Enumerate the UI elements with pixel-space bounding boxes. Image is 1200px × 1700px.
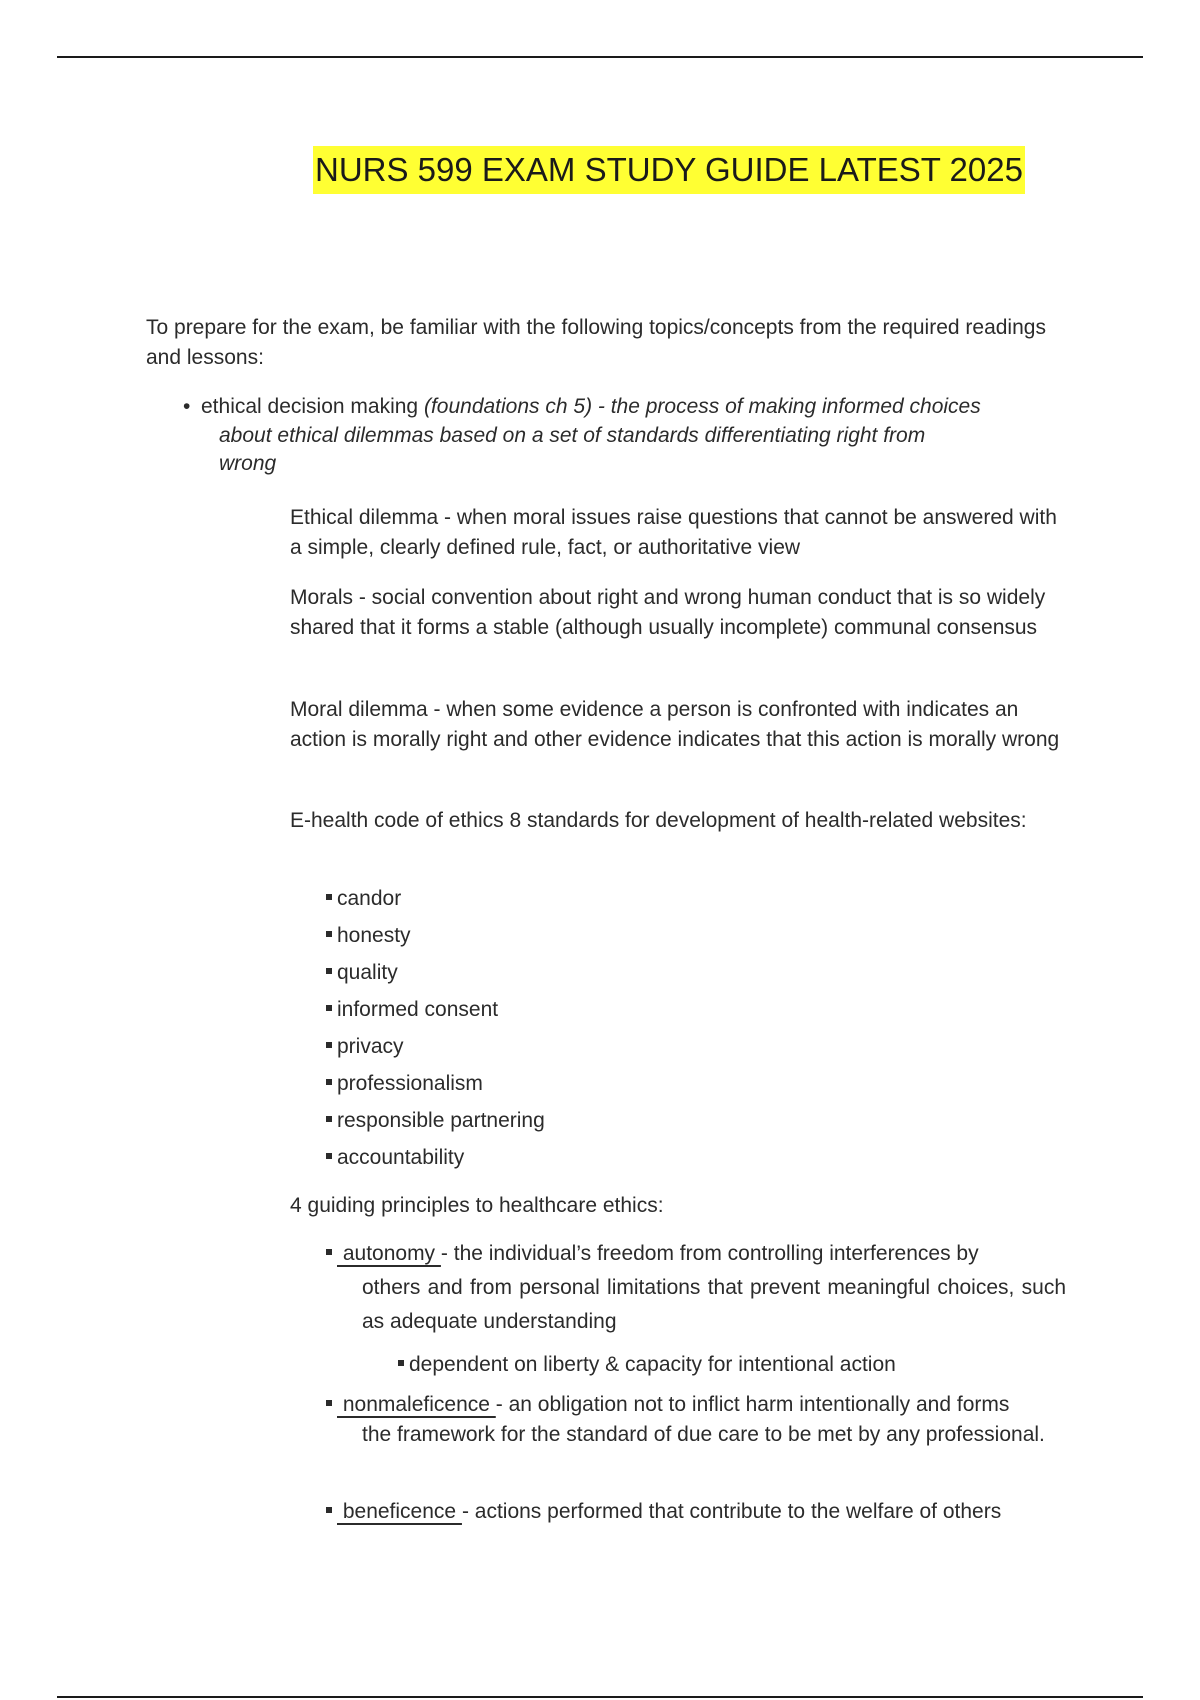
square-bullet-icon bbox=[326, 1005, 332, 1011]
list-item: responsible partnering bbox=[326, 1102, 545, 1139]
square-bullet-icon bbox=[326, 931, 332, 937]
list-item: informed consent bbox=[326, 991, 545, 1028]
term-beneficence: beneficence bbox=[337, 1500, 462, 1523]
ehealth-standards-list bbox=[326, 880, 545, 1176]
term-autonomy: autonomy bbox=[337, 1242, 441, 1265]
principle-autonomy: autonomy - the individual’s freedom from controlling interferences by others and from personal limitations that prevent meaningful choices, such as adequate understanding dependent on liberty & capacity for intentional action bbox=[326, 1237, 1066, 1379]
term-nonmaleficence: nonmaleficence bbox=[337, 1393, 496, 1416]
topic-description-1: (foundations ch 5) - the process of making informed choices bbox=[423, 395, 981, 418]
square-bullet-icon bbox=[326, 1249, 332, 1255]
bullet-dot: • bbox=[183, 395, 191, 418]
topic-ethical-decision-making bbox=[183, 393, 1043, 479]
list-item: privacy bbox=[326, 1028, 545, 1065]
topic-description-2: about ethical dilemmas based on a set of standards differentiating right from bbox=[219, 423, 926, 447]
definition-ethical-dilemma: Ethical dilemma - when moral issues raise questions that cannot be answered with a simple, clearly defined rule, fact, or authoritative view bbox=[290, 506, 1057, 559]
list-item: honesty bbox=[326, 917, 545, 954]
list-item: candor bbox=[326, 880, 545, 917]
square-bullet-icon bbox=[326, 1079, 332, 1085]
footer-rule bbox=[57, 1696, 1143, 1698]
principles-heading: 4 guiding principles to healthcare ethics: bbox=[290, 1194, 664, 1217]
square-bullet-icon bbox=[326, 1507, 332, 1513]
square-bullet-icon bbox=[326, 1400, 332, 1406]
list-item: quality bbox=[326, 954, 545, 991]
list-item: accountability bbox=[326, 1139, 545, 1176]
intro-paragraph: To prepare for the exam, be familiar with the following topics/concepts from the required readings and lessons: bbox=[146, 316, 1046, 369]
nonmaleficence-continuation: the framework for the standard of due care to be met by any professional. bbox=[362, 1423, 1045, 1446]
square-bullet-icon bbox=[398, 1360, 404, 1366]
square-bullet-icon bbox=[326, 968, 332, 974]
topic-label: ethical decision making bbox=[201, 395, 424, 418]
square-bullet-icon bbox=[326, 1153, 332, 1159]
square-bullet-icon bbox=[326, 894, 332, 900]
square-bullet-icon bbox=[326, 1042, 332, 1048]
header-rule bbox=[57, 56, 1143, 58]
definition-ehealth-code: E-health code of ethics 8 standards for development of health-related websites: bbox=[290, 809, 1027, 832]
autonomy-subpoint: dependent on liberty & capacity for intentional action bbox=[326, 1351, 1066, 1379]
definition-moral-dilemma: Moral dilemma - when some evidence a person is confronted with indicates an action is morally right and other evidence indicates that this action is morally wrong bbox=[290, 698, 1060, 751]
list-item: professionalism bbox=[326, 1065, 545, 1102]
principle-beneficence: beneficence - actions performed that contribute to the welfare of others bbox=[326, 1497, 1066, 1527]
topic-description-3: wrong bbox=[219, 452, 277, 475]
definition-morals: Morals - social convention about right and wrong human conduct that is so widely shared that it forms a stable (although usually incomplete) communal consensus bbox=[290, 586, 1046, 639]
principle-nonmaleficence: nonmaleficence - an obligation not to inflict harm intentionally and forms the framework for the standard of due care to be met by any professional. bbox=[326, 1390, 1066, 1450]
square-bullet-icon bbox=[326, 1116, 332, 1122]
page-title: NURS 599 EXAM STUDY GUIDE LATEST 2025 bbox=[313, 146, 1025, 194]
autonomy-continuation: others and from personal limitations that prevent meaningful choices, such as adequate understanding bbox=[362, 1276, 1066, 1333]
